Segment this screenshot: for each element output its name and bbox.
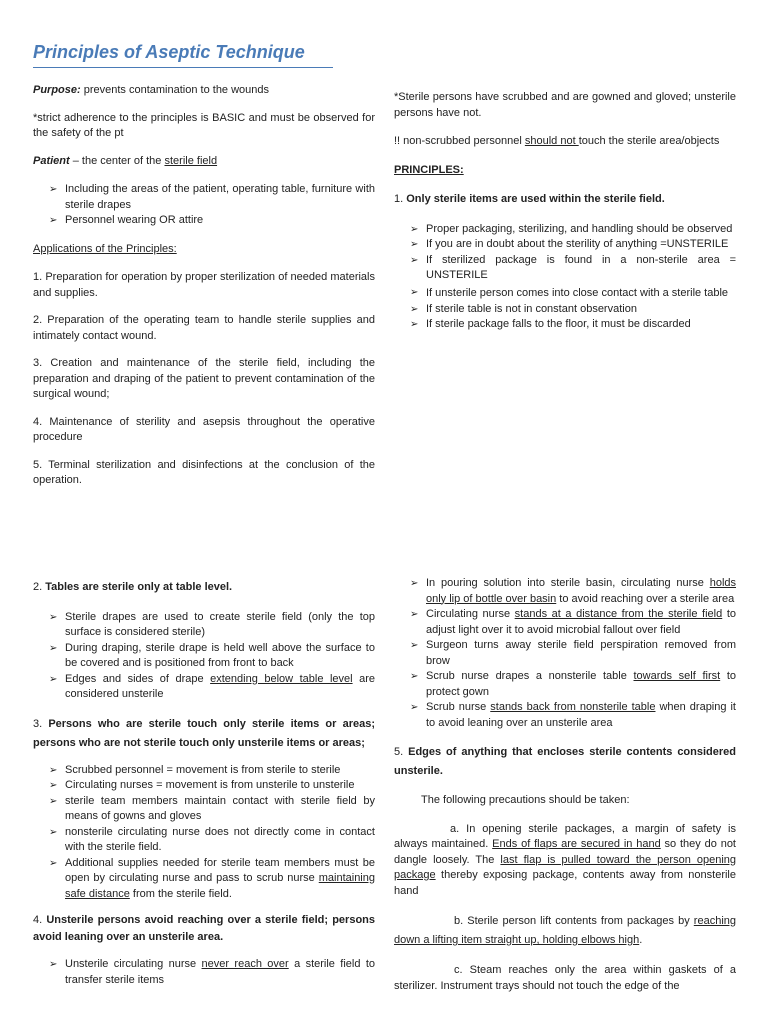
right-column-top <box>394 90 736 333</box>
principle-3-list <box>33 763 375 903</box>
list-item: ➢ Including the areas of the patient, operating table, furniture with sterile drapes <box>49 182 375 213</box>
sterile-persons-note: *Sterile persons have scrubbed and are gowned and gloved; unsterile persons have not. <box>394 91 736 119</box>
page-title: Principles of Aseptic Technique <box>33 42 333 68</box>
principle-5-heading: 5. Edges of anything that encloses sterile contents considered unsterile. <box>394 746 737 777</box>
list-item: ➢ Edges and sides of drape extending below table level are considered unsterile <box>49 672 375 703</box>
list-item: ➢ In pouring solution into sterile basin, circulating nurse holds only lip of bottle over basin to avoid reaching over a sterile area <box>410 576 736 607</box>
list-item: ➢ If sterile table is not in constant observation <box>410 302 736 318</box>
list-item: ➢ Additional supplies needed for sterile team members must be open by circulating nurse and pass to scrub nurse maintaining safe distance from the sterile field. <box>49 856 375 903</box>
principle-4-continued-list <box>394 576 736 731</box>
list-item: ➢ Surgeon turns away sterile field perspiration removed from brow <box>410 638 736 669</box>
application-item: 1. Preparation for operation by proper sterilization of needed materials and supplies. <box>33 271 375 299</box>
precaution-c: c. Steam reaches only the area within gaskets of a sterilizer. Instrument trays should not touch the edge of the <box>394 964 736 992</box>
list-item: ➢ If you are in doubt about the sterility of anything =UNSTERILE <box>410 237 736 253</box>
application-item: 4. Maintenance of sterility and asepsis throughout the operative procedure <box>33 415 375 443</box>
list-item: ➢ sterile team members maintain contact with sterile field by means of gowns and gloves <box>49 794 375 825</box>
purpose-line: Purpose: prevents contamination to the wounds <box>33 84 270 96</box>
precaution-a: a. In opening sterile packages, a margin of safety is always maintained. Ends of flaps are secured in hand so they do not dangle loosely. The last flap is pulled toward the person opening package thereby exposing package, contents away from nonsterile hand <box>394 822 737 897</box>
list-item: ➢ Scrubbed personnel = movement is from sterile to sterile <box>49 763 375 779</box>
left-column-bottom <box>33 580 375 988</box>
list-item: ➢ Personnel wearing OR attire <box>49 213 375 229</box>
principle-1-heading: 1. Only sterile items are used within the sterile field. <box>394 193 665 205</box>
list-item: ➢ If sterile package falls to the floor, it must be discarded <box>410 317 736 333</box>
list-item: ➢ If unsterile person comes into close contact with a sterile table <box>410 284 736 302</box>
list-item: ➢ nonsterile circulating nurse does not directly come in contact with the sterile field. <box>49 825 375 856</box>
list-item: ➢ During draping, sterile drape is held well above the surface to be covered and is positioned from front to back <box>49 641 375 672</box>
application-item: 3. Creation and maintenance of the sterile field, including the preparation and draping of the patient to prevent contamination of the surgical wound; <box>33 357 375 400</box>
right-column-bottom <box>394 576 736 994</box>
strict-note: *strict adherence to the principles is BASIC and must be observed for the safety of the pt <box>33 111 375 139</box>
principle-2-list <box>33 610 375 703</box>
principle-2-heading: 2. Tables are sterile only at table level. <box>33 581 233 593</box>
list-item: ➢ Scrub nurse stands back from nonsterile table when draping it to avoid leaning over an unsterile area <box>410 700 736 731</box>
list-item: ➢ Proper packaging, sterilizing, and handling should be observed <box>410 222 736 238</box>
precaution-b: b. Sterile person lift contents from packages by reaching down a lifting item straight up, holding elbows high. <box>394 915 736 946</box>
principle-1-list <box>394 222 736 333</box>
list-item: ➢ Sterile drapes are used to create sterile field (only the top surface is considered sterile) <box>49 610 375 641</box>
application-item: 5. Terminal sterilization and disinfections at the conclusion of the operation. <box>33 458 375 486</box>
patient-list <box>33 182 375 229</box>
list-item: ➢ Scrub nurse drapes a nonsterile table towards self first to protect gown <box>410 669 736 700</box>
principle-3-heading: 3. Persons who are sterile touch only sterile items or areas; persons who are not sterile touch only unsterile items or areas; <box>33 717 375 749</box>
left-column-top <box>33 83 375 489</box>
application-item: 2. Preparation of the operating team to handle sterile supplies and intimately contact wound. <box>33 314 375 342</box>
list-item: ➢ If sterilized package is found in a non-sterile area = UNSTERILE <box>410 253 736 284</box>
list-item: ➢ Unsterile circulating nurse never reach over a sterile field to transfer sterile items <box>49 957 375 988</box>
principle-4-list <box>33 957 375 988</box>
principle-4-heading: 4. Unsterile persons avoid reaching over a sterile field; persons avoid leaning over an unsterile area. <box>33 914 375 943</box>
principles-heading: PRINCIPLES: <box>394 163 464 176</box>
list-item: ➢ Circulating nurses = movement is from unsterile to unsterile <box>49 778 375 794</box>
nonscrubbed-note: !! non-scrubbed personnel should not touch the sterile area/objects <box>394 135 720 147</box>
applications-heading: Applications of the Principles: <box>33 242 177 255</box>
list-item: ➢ Circulating nurse stands at a distance from the sterile field to adjust light over it to avoid microbial fallout over field <box>410 607 736 638</box>
precautions-line: The following precautions should be taken: <box>421 794 630 806</box>
patient-line: Patient – the center of the sterile field <box>33 154 218 167</box>
